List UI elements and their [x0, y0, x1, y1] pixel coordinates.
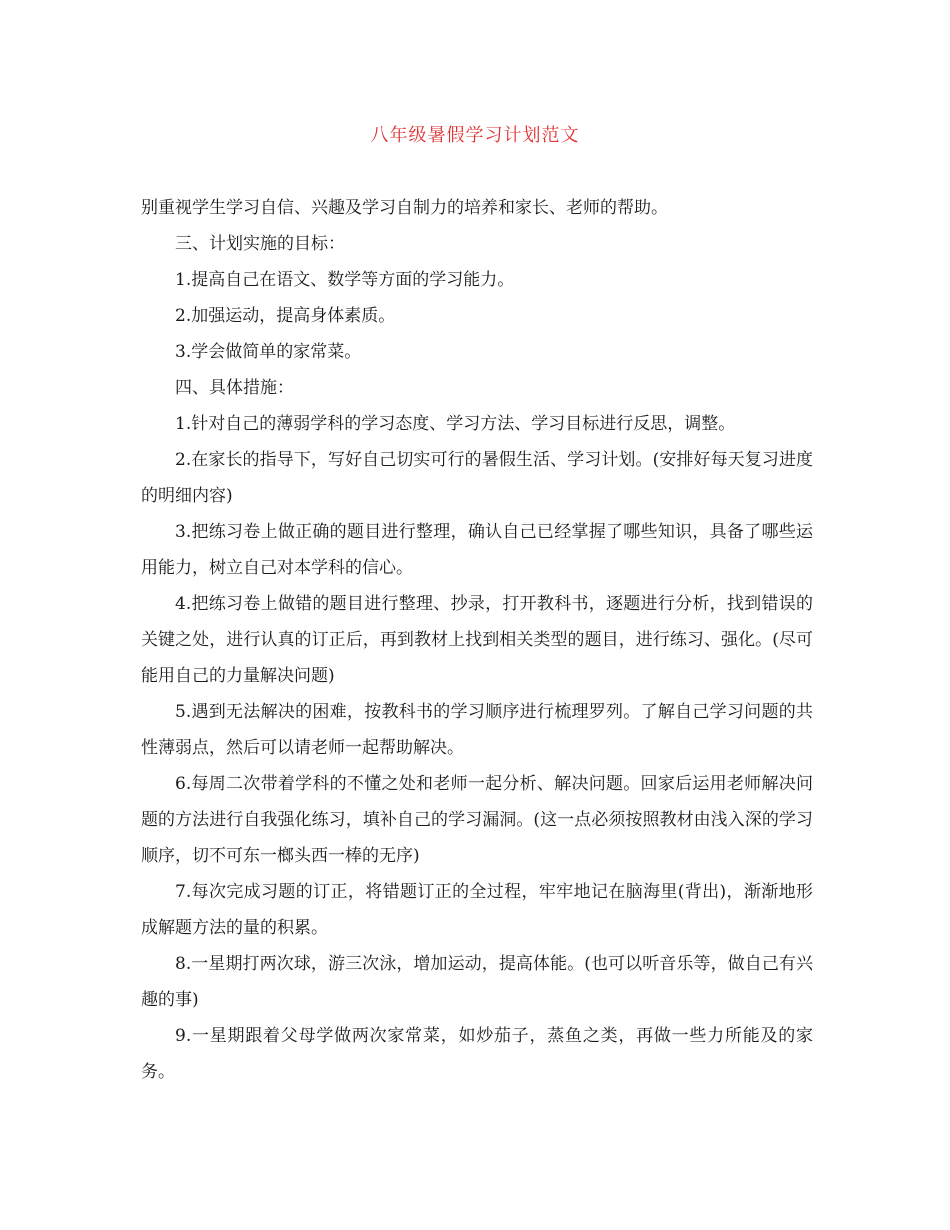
list-item: 9.一星期跟着父母学做两次家常菜，如炒茄子，蒸鱼之类，再做一些力所能及的家务。 — [141, 1026, 813, 1082]
section-heading: 三、计划实施的目标： — [175, 234, 345, 254]
list-item: 1.提高自己在语文、数学等方面的学习能力。 — [175, 270, 515, 290]
document-body — [141, 190, 813, 1090]
list-item: 2.加强运动，提高身体素质。 — [175, 306, 396, 326]
list-item: 7.每次完成习题的订正，将错题订正的全过程，牢牢地记在脑海里(背出)，渐渐地形成解题方法的量的积累。 — [141, 882, 813, 938]
section-heading: 四、具体措施： — [175, 378, 294, 398]
list-item: 1.针对自己的薄弱学科的学习态度、学习方法、学习目标进行反思，调整。 — [175, 414, 736, 434]
list-item: 3.把练习卷上做正确的题目进行整理，确认自己已经掌握了哪些知识，具备了哪些运用能力，树立自己对本学科的信心。 — [141, 522, 813, 578]
list-item: 2.在家长的指导下，写好自己切实可行的暑假生活、学习计划。(安排好每天复习进度的明细内容) — [141, 450, 813, 506]
list-item: 8.一星期打两次球，游三次泳，增加运动，提高体能。(也可以听音乐等，做自己有兴趣的事) — [141, 954, 813, 1010]
list-item: 5.遇到无法解决的困难，按教科书的学习顺序进行梳理罗列。了解自己学习问题的共性薄弱点，然后可以请老师一起帮助解决。 — [141, 702, 813, 758]
list-item: 3.学会做简单的家常菜。 — [175, 342, 362, 362]
paragraph: 别重视学生学习自信、兴趣及学习自制力的培养和家长、老师的帮助。 — [141, 198, 668, 218]
document-title: 八年级暑假学习计划范文 — [370, 125, 580, 146]
list-item: 4.把练习卷上做错的题目进行整理、抄录，打开教科书，逐题进行分析，找到错误的关键之处，进行认真的订正后，再到教材上找到相关类型的题目，进行练习、强化。(尽可能用自己的力量解决问题) — [141, 594, 813, 686]
list-item: 6.每周二次带着学科的不懂之处和老师一起分析、解决问题。回家后运用老师解决问题的方法进行自我强化练习，填补自己的学习漏洞。(这一点必须按照教材由浅入深的学习顺序，切不可东一榔头西一棒的无序) — [141, 774, 813, 866]
